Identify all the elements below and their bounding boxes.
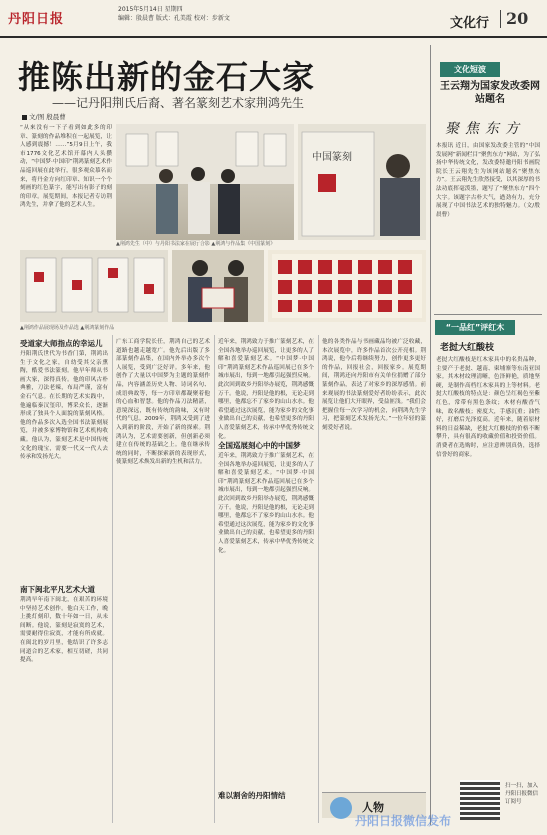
page-header (0, 0, 547, 38)
sidebar-tag-culture-briefs: 文化短波 (440, 62, 500, 77)
section-title-4: 难以割舍的丹阳情结 (218, 791, 286, 800)
article-column-1a: 丹阳荆氏世代为书香门第，荆鸿出生于文化之家，自幼受其父亲熏陶，酷爱书法篆刻。他早年师从书画大家，深得真传。他的印风古朴典雅，刀法老辣，布局严谨，富有金石气息。在长期的艺术实践中，他遍临秦汉玺印，博采众长，逐渐形成了独具个人面貌的篆刻风格。他的作品多次入选全国书法篆刻展览，并被多家博物馆和艺术机构收藏。他认为，篆刻艺术是中国传统文化的瑰宝，需要一代又一代人去传承和发扬光大。 (20, 351, 108, 461)
book-photo (298, 124, 426, 240)
newspaper-logo: 丹阳日报 (8, 12, 65, 27)
header-editors: 编辑：殷晨曹 版式：孔美霞 校对：步新文 (118, 15, 230, 22)
award-illustration (172, 250, 264, 322)
section-name: 文化行 (450, 16, 490, 31)
award-photo (172, 250, 264, 322)
seal-prints-illustration (268, 250, 426, 322)
sidebar-headline-2: 老挝大红酸枝 (440, 343, 495, 353)
article-column-2: 广东工商学院长任，荆鸿自己的艺术道路也越走越宽广。他先后出版了多部篆刻作品集，在国内外举办多次个人展览，受到广泛好评。多年来，他创作了大量以中国梦为主题的篆刻作品，内容涵盖历史人物、诗词名句、成语典故等，每一方印章都凝聚着他的心血和智慧。他的作品刀法精湛，意境深远，既有传统的韵味，又有时代的气息。2009年，荆鸿又受到了进入到新的阶段，开始了新的探索。荆鸿认为，艺术需要创新，但创新必须建立在传统的基础之上。他在继承传统的同时，不断探索新的表现形式，使篆刻艺术焕发出新的生机和活力。 (116, 339, 210, 466)
header-meta (118, 5, 258, 23)
article-column-3a: 近年来，荆鸿致力于推广篆刻艺术，在全国各地举办巡回展览，让更多的人了解和喜爱篆刻艺术。“中国梦·中国印”荆鸿篆刻艺术作品巡回展已在多个城市展出，每到一地都引起强烈反响。此次回到故乡丹阳举办展览，荆鸿感慨万千。他说，丹阳是他的根，无论走到哪里，他都忘不了家乡的山山水水。他希望通过这次展览，能为家乡的文化事业做出自己的贡献，也希望更多的丹阳人喜爱篆刻艺术，传承中华优秀传统文化。 (218, 339, 314, 440)
svg-text:中国篆刻: 中国篆刻 (312, 152, 352, 163)
column-rule-1 (112, 335, 113, 823)
article-subhead: ——记丹阳荆氏后裔、著名篆刻艺术家荆鸿先生 (52, 96, 305, 110)
seal-prints-photo (268, 250, 426, 322)
sidebar-calligraphy: 聚焦东方 (445, 121, 525, 137)
article-intro: “从來没有一下子看到如此多的印章、篆刻的作品堆积在一起展览，让人感到震撼！……”5月9日上午，我市1776文化艺术馆开幕内人头攒动，“中国梦·中国印”荆鸿篆刻艺术作品巡回展在此举行，很多观众慕名而来，将丹金方向红印章、知识一个个刻画的红色篆字，能写出有影子的刻的印章。展览期间，本报记者专访荆鸿先生，并拿了他的艺术人生。 (20, 125, 112, 209)
article-column-3b: 近年来，荆鸿致力于推广篆刻艺术，在全国各地举办巡回展览，让更多的人了解和喜爱篆刻艺术。“中国梦·中国印”荆鸿篆刻艺术作品巡回展已在多个城市展出，每到一地都引起强烈反响。此次回到故乡丹阳举办展览，荆鸿感慨万千。他说，丹阳是他的根，无论走到哪里，他都忘不了家乡的山山水水。他希望通过这次展览，能为家乡的文化事业做出自己的贡献，也希望更多的丹阳人喜爱篆刻艺术，传承中华优秀传统文化。 (218, 453, 314, 554)
article-headline: 推陈出新的金石大家 (18, 58, 316, 96)
column-rule-3 (318, 335, 319, 823)
article-column-1b: 荆鸿早年南下闽北，在艰苦的环境中坚持艺术创作。他白天工作，晚上挑灯刻印，数十年如一日，从未间断。他说，篆刻是寂寞的艺术，需要耐得住寂寞，才能有所成就。在闽北的岁月里，他结识了许多志同道合的艺术家，相互切磋，共同提高。 (20, 597, 108, 664)
article-byline (22, 112, 66, 121)
byline-text: 文/图 殷晨曹 (29, 113, 66, 121)
seal-wall-illustration (20, 250, 168, 322)
sidebar-tag-rosewood: “一品红”评红木 (435, 320, 515, 335)
section-title-2: 南下闽北平凡艺术大道 (20, 585, 95, 594)
sidebar-text-2: 老挝大红酸枝是红木家具中的名贵品种，主要产于老挝、越南、柬埔寨等东南亚国家。其木材纹理清晰，色泽鲜艳，质地坚硬，是制作高档红木家具的上等材料。老挝大红酸枝的特点是：颜色呈红褐色至紫红色，常带有黑色条纹；木材有酸香气味，故名酸枝；密度大，手感沉重；油性好，打磨后光泽度高。近年来，随着原材料的日益稀缺，老挝大红酸枝的价格不断攀升，具有很高的收藏价值和投资价值。消费者在选购时，应注意辨别真伪，选择信誉好的商家。 (436, 357, 540, 458)
book-cover-illustration (298, 124, 426, 240)
watermark-logo-icon (330, 797, 352, 819)
watermark-text: 丹阳日报微信发布 (355, 814, 452, 828)
sidebar-headline-1: 王云翔为国家发改委网站题名 (440, 81, 540, 105)
header-divider (500, 10, 501, 28)
banner-text: 人物 (362, 801, 384, 814)
page-number: 20 (506, 9, 529, 28)
photo-caption-1: ▲荆鸿先生（中）与丹阳书法家在展厅合影 ▲荆鸿与作品集《中国篆刻》 (116, 241, 276, 247)
article-column-4: 他的各类作品与书画藏品均被广泛收藏，本次展览中，许多作品首次公开亮相。荆鸿说，他今后将继续努力，创作更多更好的作品，回报社会，回报家乡。展览期间，荆鸿还向丹阳市有关单位捐赠了部分篆刻作品，表达了对家乡的深厚感情。前来观展的书法篆刻爱好者纷纷表示，此次展览让他们大开眼界，受益匪浅。“我们会把握住每一次学习的机会，向荆鸿先生学习，把篆刻艺术发扬光大。”一位年轻的篆刻爱好者说。 (322, 339, 426, 431)
section-title-3: 全国巡展刻心中的中国梦 (218, 441, 301, 450)
column-rule-2 (214, 335, 215, 823)
sidebar-rule (434, 314, 542, 315)
photo-caption-2: ▲荆鸿作品展现场及作品选 ▲荆鸿篆刻作品 (20, 325, 115, 331)
header-date: 2015年5月14日 星期四 (118, 6, 183, 13)
exhibition-photo-illustration (116, 124, 294, 240)
section-title-1: 受道家大师指点的幸运儿 (20, 339, 103, 348)
exhibition-photo (116, 124, 294, 240)
byline-marker-icon (22, 115, 27, 120)
sidebar-text-1: 本报讯 近日，由国家发改委主管的“中国发展网”新闻栏目“聚焦东方”网站，为了弘扬中华传统文化，发改委特邀丹阳书画院院长王云翔先生为该网站题名“聚焦东方”。王云翔先生欣然接受，以其深厚的书法功底挥毫泼墨，题写了“聚焦东方”四个大字。该题字古朴大气，遒劲有力，充分展现了中国书法艺术的独特魅力。（文/殷晨曹） (436, 143, 540, 218)
sidebar-divider (430, 45, 431, 825)
seal-wall-photo (20, 250, 168, 322)
qr-caption: 扫一扫，加入丹阳日报微信订阅号 (505, 783, 539, 805)
qr-code-icon[interactable] (460, 780, 500, 820)
